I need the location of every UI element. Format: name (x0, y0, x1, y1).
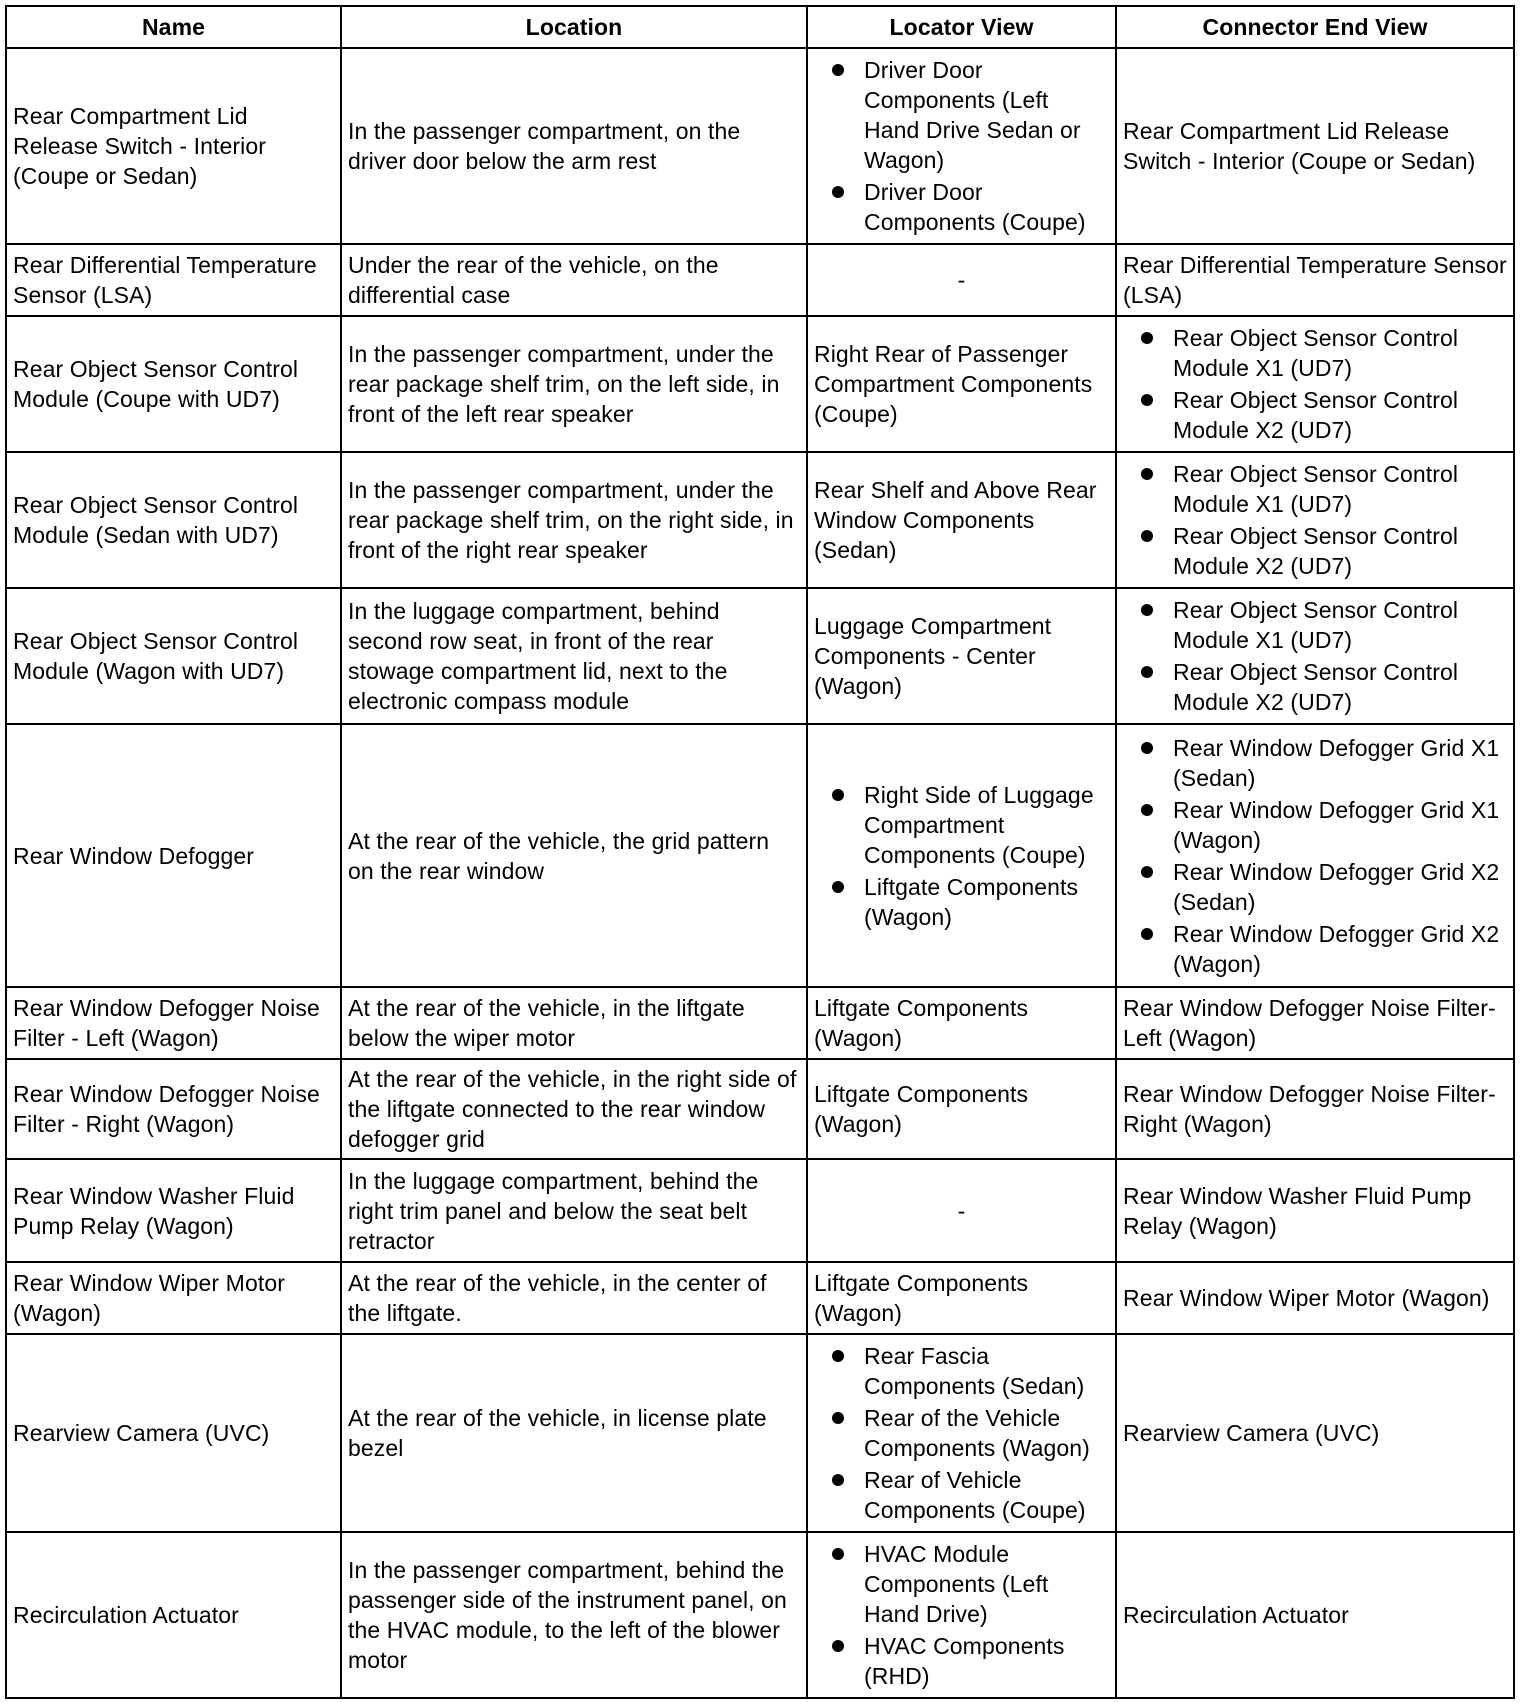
connector-list-item (1173, 919, 1507, 979)
cell-connector (1116, 724, 1514, 987)
cell-locator: Rear Shelf and Above Rear Window Components (Sedan) (807, 452, 1116, 588)
cell-locator: Liftgate Components (Wagon) (807, 1262, 1116, 1334)
table-row (6, 1059, 1514, 1159)
locator-list-item-text: HVAC Components (RHD) (864, 1633, 1065, 1689)
locator-list-item (864, 1341, 1109, 1401)
cell-location: At the rear of the vehicle, in the liftgate below the wiper motor (341, 987, 807, 1059)
table-row (6, 244, 1514, 316)
bullet-icon (832, 1474, 844, 1486)
cell-name: Rear Object Sensor Control Module (Coupe with UD7) (6, 316, 341, 452)
bullet-icon (1141, 468, 1153, 480)
cell-locator: Right Rear of Passenger Compartment Components (Coupe) (807, 316, 1116, 452)
table-row (6, 48, 1514, 244)
bullet-icon (832, 1548, 844, 1560)
table-row (6, 1532, 1514, 1698)
cell-location: In the luggage compartment, behind second row seat, in front of the rear stowage compartment lid, next to the electronic compass module (341, 588, 807, 724)
connector-list-item (1173, 595, 1507, 655)
locator-list-item (864, 1465, 1109, 1525)
cell-location: In the luggage compartment, behind the right trim panel and below the seat belt retractor (341, 1159, 807, 1262)
cell-locator (807, 724, 1116, 987)
table-row (6, 1334, 1514, 1532)
locator-list-item-text: Rear Fascia Components (Sedan) (864, 1343, 1085, 1399)
cell-location: Under the rear of the vehicle, on the differential case (341, 244, 807, 316)
locator-list-item (864, 872, 1109, 932)
connector-list-item-text: Rear Object Sensor Control Module X2 (UD7) (1173, 523, 1459, 579)
connector-list-item (1173, 795, 1507, 855)
bullet-icon (1141, 804, 1153, 816)
header-row (6, 6, 1514, 48)
bullet-icon (1141, 666, 1153, 678)
connector-list-item (1173, 459, 1507, 519)
bullet-icon (832, 1640, 844, 1652)
connector-list-item-text: Rear Object Sensor Control Module X2 (UD7) (1173, 387, 1459, 443)
cell-name: Rearview Camera (UVC) (6, 1334, 341, 1532)
locator-list (814, 1341, 1109, 1525)
locator-list (814, 780, 1109, 932)
locator-list-item (864, 1403, 1109, 1463)
bullet-icon (1141, 866, 1153, 878)
connector-list-item (1173, 521, 1507, 581)
locator-list-item-text: Right Side of Luggage Compartment Components (Coupe) (864, 781, 1094, 868)
cell-location: In the passenger compartment, under the rear package shelf trim, on the right side, in front of the right rear speaker (341, 452, 807, 588)
locator-list-item-text: Rear of Vehicle Components (Coupe) (864, 1467, 1086, 1523)
connector-list-item-text: Rear Window Defogger Grid X2 (Wagon) (1173, 920, 1500, 977)
bullet-icon (832, 64, 844, 76)
locator-list-item-text: Driver Door Components (Left Hand Drive Sedan or Wagon) (864, 57, 1081, 173)
cell-name: Rear Object Sensor Control Module (Sedan with UD7) (6, 452, 341, 588)
connector-list-item-text: Rear Object Sensor Control Module X1 (UD7) (1173, 325, 1459, 381)
cell-name: Rear Window Wiper Motor (Wagon) (6, 1262, 341, 1334)
cell-name: Rear Object Sensor Control Module (Wagon with UD7) (6, 588, 341, 724)
connector-list (1123, 733, 1507, 979)
connector-list-item-text: Rear Window Defogger Grid X1 (Wagon) (1173, 796, 1500, 853)
cell-locator (807, 1334, 1116, 1532)
connector-list-item-text: Rear Object Sensor Control Module X2 (UD7) (1173, 659, 1459, 715)
cell-connector (1116, 452, 1514, 588)
cell-connector: Rear Window Defogger Noise Filter-Left (Wagon) (1116, 987, 1514, 1059)
connector-list-item-text: Rear Object Sensor Control Module X1 (UD7) (1173, 461, 1459, 517)
bullet-icon (1141, 332, 1153, 344)
connector-list-item (1173, 733, 1507, 793)
header-name: Name (6, 6, 341, 48)
cell-connector: Rear Window Wiper Motor (Wagon) (1116, 1262, 1514, 1334)
cell-name: Rear Window Defogger Noise Filter - Right (Wagon) (6, 1059, 341, 1159)
cell-name: Rear Compartment Lid Release Switch - Interior (Coupe or Sedan) (6, 48, 341, 244)
bullet-icon (832, 1350, 844, 1362)
cell-connector: Rear Window Washer Fluid Pump Relay (Wagon) (1116, 1159, 1514, 1262)
locator-list-item (864, 1631, 1109, 1691)
bullet-icon (832, 1412, 844, 1424)
header-connector-end-view: Connector End View (1116, 6, 1514, 48)
locator-list (814, 55, 1109, 237)
connector-list-item (1173, 385, 1507, 445)
cell-name: Recirculation Actuator (6, 1532, 341, 1698)
cell-connector (1116, 316, 1514, 452)
cell-locator: Liftgate Components (Wagon) (807, 1059, 1116, 1159)
bullet-icon (1141, 742, 1153, 754)
cell-locator: - (807, 1159, 1116, 1262)
connector-list (1123, 595, 1507, 717)
connector-list-item (1173, 323, 1507, 383)
connector-list-item-text: Rear Window Defogger Grid X2 (Sedan) (1173, 858, 1500, 915)
cell-locator: Luggage Compartment Components - Center (Wagon) (807, 588, 1116, 724)
locator-list-item (864, 1539, 1109, 1629)
cell-locator (807, 48, 1116, 244)
bullet-icon (832, 789, 844, 801)
bullet-icon (832, 186, 844, 198)
component-locator-table (5, 5, 1515, 1699)
table-row (6, 316, 1514, 452)
cell-locator (807, 1532, 1116, 1698)
cell-connector: Rear Compartment Lid Release Switch - Interior (Coupe or Sedan) (1116, 48, 1514, 244)
cell-locator: Liftgate Components (Wagon) (807, 987, 1116, 1059)
locator-list-item (864, 177, 1109, 237)
cell-connector (1116, 588, 1514, 724)
cell-connector: Rear Window Defogger Noise Filter-Right (Wagon) (1116, 1059, 1514, 1159)
table-row (6, 588, 1514, 724)
cell-name: Rear Window Defogger (6, 724, 341, 987)
cell-name: Rear Window Washer Fluid Pump Relay (Wagon) (6, 1159, 341, 1262)
connector-list-item (1173, 657, 1507, 717)
locator-list-item (864, 780, 1109, 870)
cell-location: At the rear of the vehicle, in the center of the liftgate. (341, 1262, 807, 1334)
locator-list-item-text: Liftgate Components (Wagon) (864, 873, 1079, 930)
cell-connector: Rearview Camera (UVC) (1116, 1334, 1514, 1532)
bullet-icon (1141, 928, 1153, 940)
cell-location: In the passenger compartment, behind the passenger side of the instrument panel, on the HVAC module, to the left of the blower motor (341, 1532, 807, 1698)
table-row (6, 1262, 1514, 1334)
table-row (6, 452, 1514, 588)
bullet-icon (1141, 530, 1153, 542)
locator-list-item-text: Rear of the Vehicle Components (Wagon) (864, 1405, 1090, 1461)
table-body (6, 48, 1514, 1698)
cell-location: At the rear of the vehicle, in the right side of the liftgate connected to the rear window defogger grid (341, 1059, 807, 1159)
cell-connector: Recirculation Actuator (1116, 1532, 1514, 1698)
cell-locator: - (807, 244, 1116, 316)
table-row (6, 987, 1514, 1059)
locator-list-item-text: HVAC Module Components (Left Hand Drive) (864, 1541, 1049, 1627)
bullet-icon (1141, 604, 1153, 616)
cell-connector: Rear Differential Temperature Sensor (LSA) (1116, 244, 1514, 316)
header-location: Location (341, 6, 807, 48)
locator-list-item-text: Driver Door Components (Coupe) (864, 179, 1086, 235)
bullet-icon (832, 881, 844, 893)
cell-location: In the passenger compartment, on the driver door below the arm rest (341, 48, 807, 244)
connector-list-item-text: Rear Window Defogger Grid X1 (Sedan) (1173, 734, 1500, 791)
cell-name: Rear Differential Temperature Sensor (LSA) (6, 244, 341, 316)
connector-list-item-text: Rear Object Sensor Control Module X1 (UD7) (1173, 597, 1459, 653)
connector-list-item (1173, 857, 1507, 917)
cell-location: At the rear of the vehicle, in license plate bezel (341, 1334, 807, 1532)
cell-location: At the rear of the vehicle, the grid pattern on the rear window (341, 724, 807, 987)
table-row (6, 1159, 1514, 1262)
locator-list-item (864, 55, 1109, 175)
bullet-icon (1141, 394, 1153, 406)
connector-list (1123, 459, 1507, 581)
table-row (6, 724, 1514, 987)
connector-list (1123, 323, 1507, 445)
component-locator-table-sheet (5, 5, 1513, 1699)
cell-location: In the passenger compartment, under the rear package shelf trim, on the left side, in front of the left rear speaker (341, 316, 807, 452)
locator-list (814, 1539, 1109, 1691)
cell-name: Rear Window Defogger Noise Filter - Left (Wagon) (6, 987, 341, 1059)
header-locator-view: Locator View (807, 6, 1116, 48)
